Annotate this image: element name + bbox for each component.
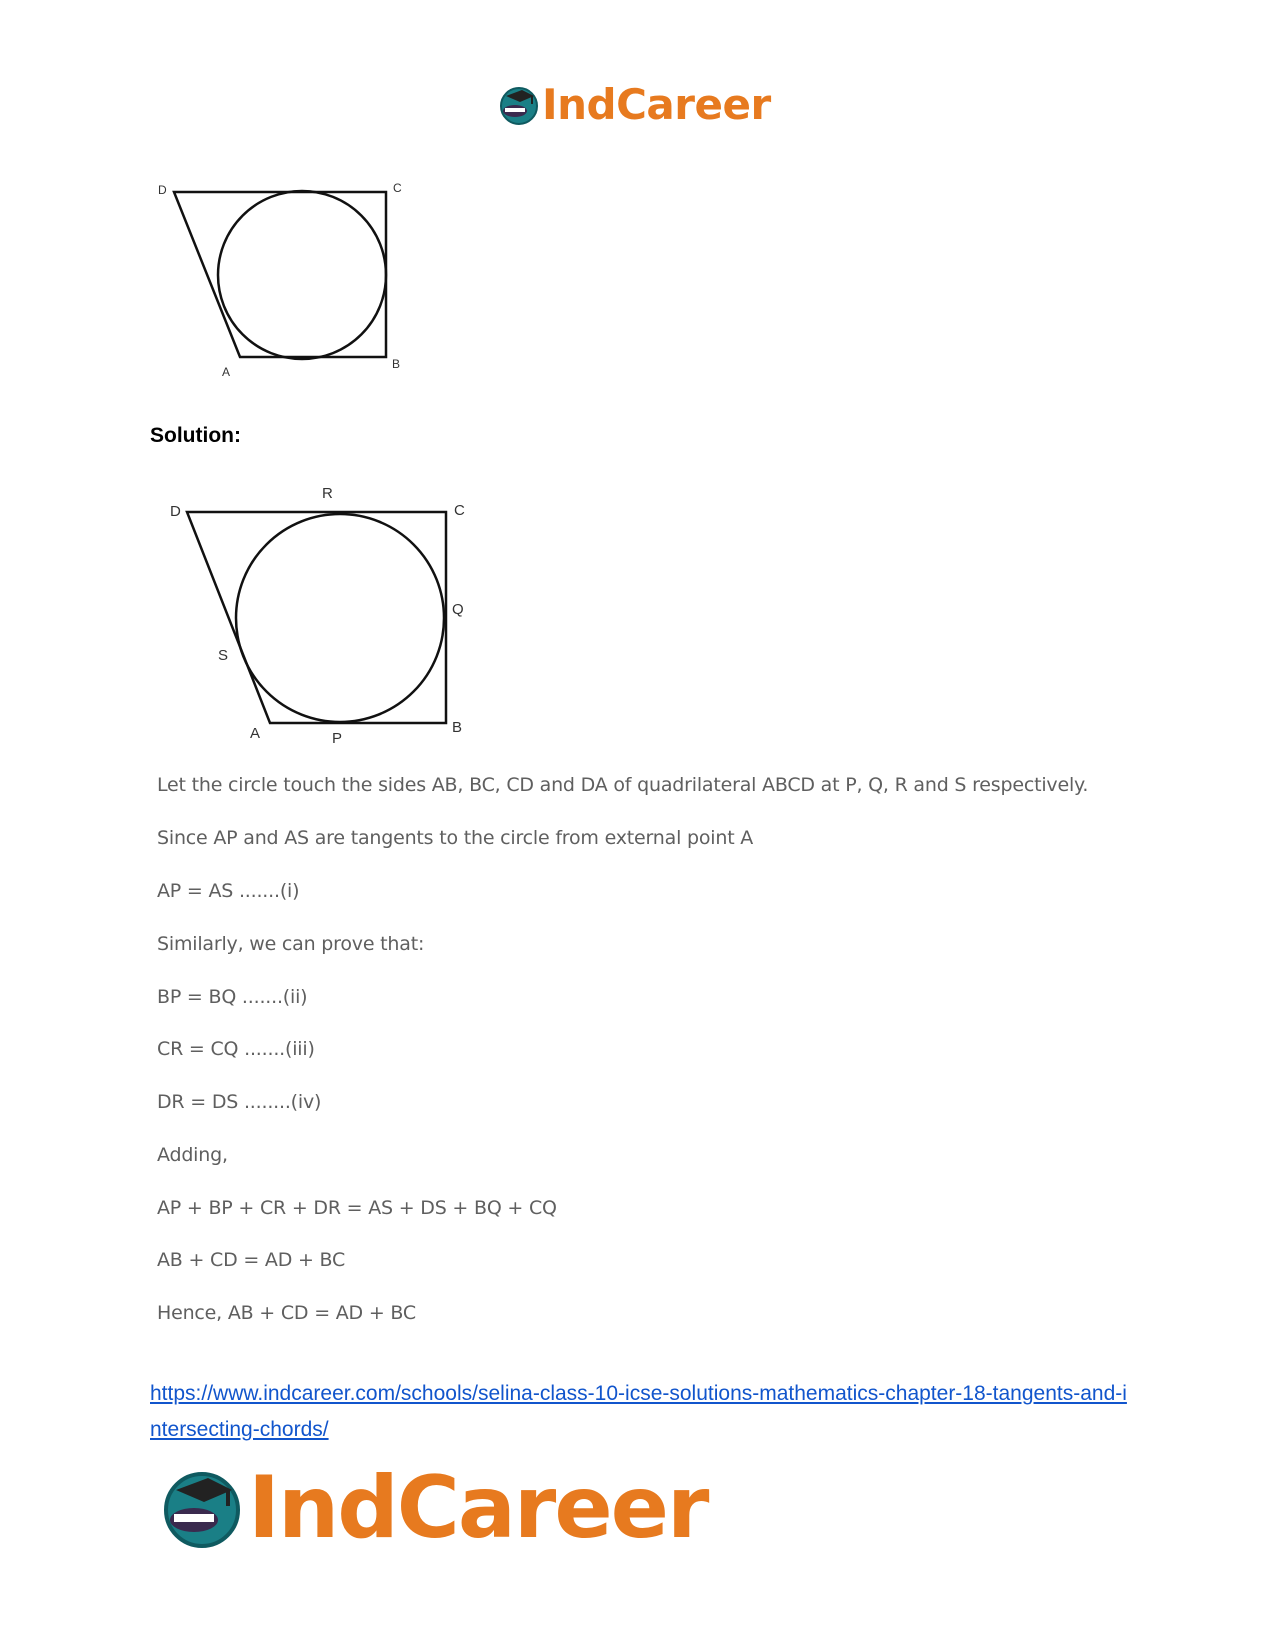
- solution-line: DR = DS ........(iv): [157, 1091, 322, 1113]
- inscribed-circle: [218, 191, 386, 359]
- quadrilateral-abcd: [187, 512, 446, 723]
- label-c: C: [454, 502, 465, 519]
- source-link[interactable]: https://www.indcareer.com/schools/selina-class-10-icse-solutions-mathematics-chapter-18-tangents-and-intersecting-chords/: [150, 1382, 1127, 1441]
- label-a: A: [222, 365, 231, 379]
- label-b: B: [452, 719, 463, 736]
- solution-heading: Solution:: [150, 424, 241, 447]
- solution-line: AB + CD = AD + BC: [157, 1249, 346, 1271]
- footer-logo: [160, 1458, 707, 1558]
- brand-name: IndCareer: [542, 80, 771, 129]
- solution-line: Let the circle touch the sides AB, BC, CD and DA of quadrilateral ABCD at P, Q, R and S respectively.: [157, 774, 1089, 796]
- figure-labeled-quadrilateral-circle: [160, 478, 470, 748]
- label-c: C: [393, 181, 402, 195]
- solution-line: Similarly, we can prove that:: [157, 933, 425, 955]
- label-p: P: [332, 730, 343, 747]
- label-r: R: [322, 485, 333, 502]
- label-b: B: [392, 357, 401, 371]
- label-s: S: [218, 647, 229, 664]
- inscribed-circle: [236, 514, 444, 722]
- label-d: D: [158, 183, 167, 197]
- graduation-globe-icon: [160, 1466, 244, 1550]
- header-logo: [498, 80, 771, 129]
- graduation-globe-icon: [498, 84, 540, 126]
- solution-line: Since AP and AS are tangents to the circle from external point A: [157, 827, 754, 849]
- solution-line: AP + BP + CR + DR = AS + DS + BQ + CQ: [157, 1197, 557, 1219]
- brand-name: IndCareer: [248, 1458, 708, 1558]
- solution-line: Hence, AB + CD = AD + BC: [157, 1302, 416, 1324]
- quadrilateral-abcd: [174, 192, 386, 357]
- label-a: A: [250, 725, 261, 742]
- solution-line: BP = BQ .......(ii): [157, 986, 308, 1008]
- label-q: Q: [452, 601, 464, 618]
- label-d: D: [170, 503, 181, 520]
- solution-line: CR = CQ .......(iii): [157, 1038, 315, 1060]
- solution-line: AP = AS .......(i): [157, 880, 300, 902]
- solution-line: Adding,: [157, 1144, 228, 1166]
- figure-quadrilateral-circle: [150, 178, 410, 388]
